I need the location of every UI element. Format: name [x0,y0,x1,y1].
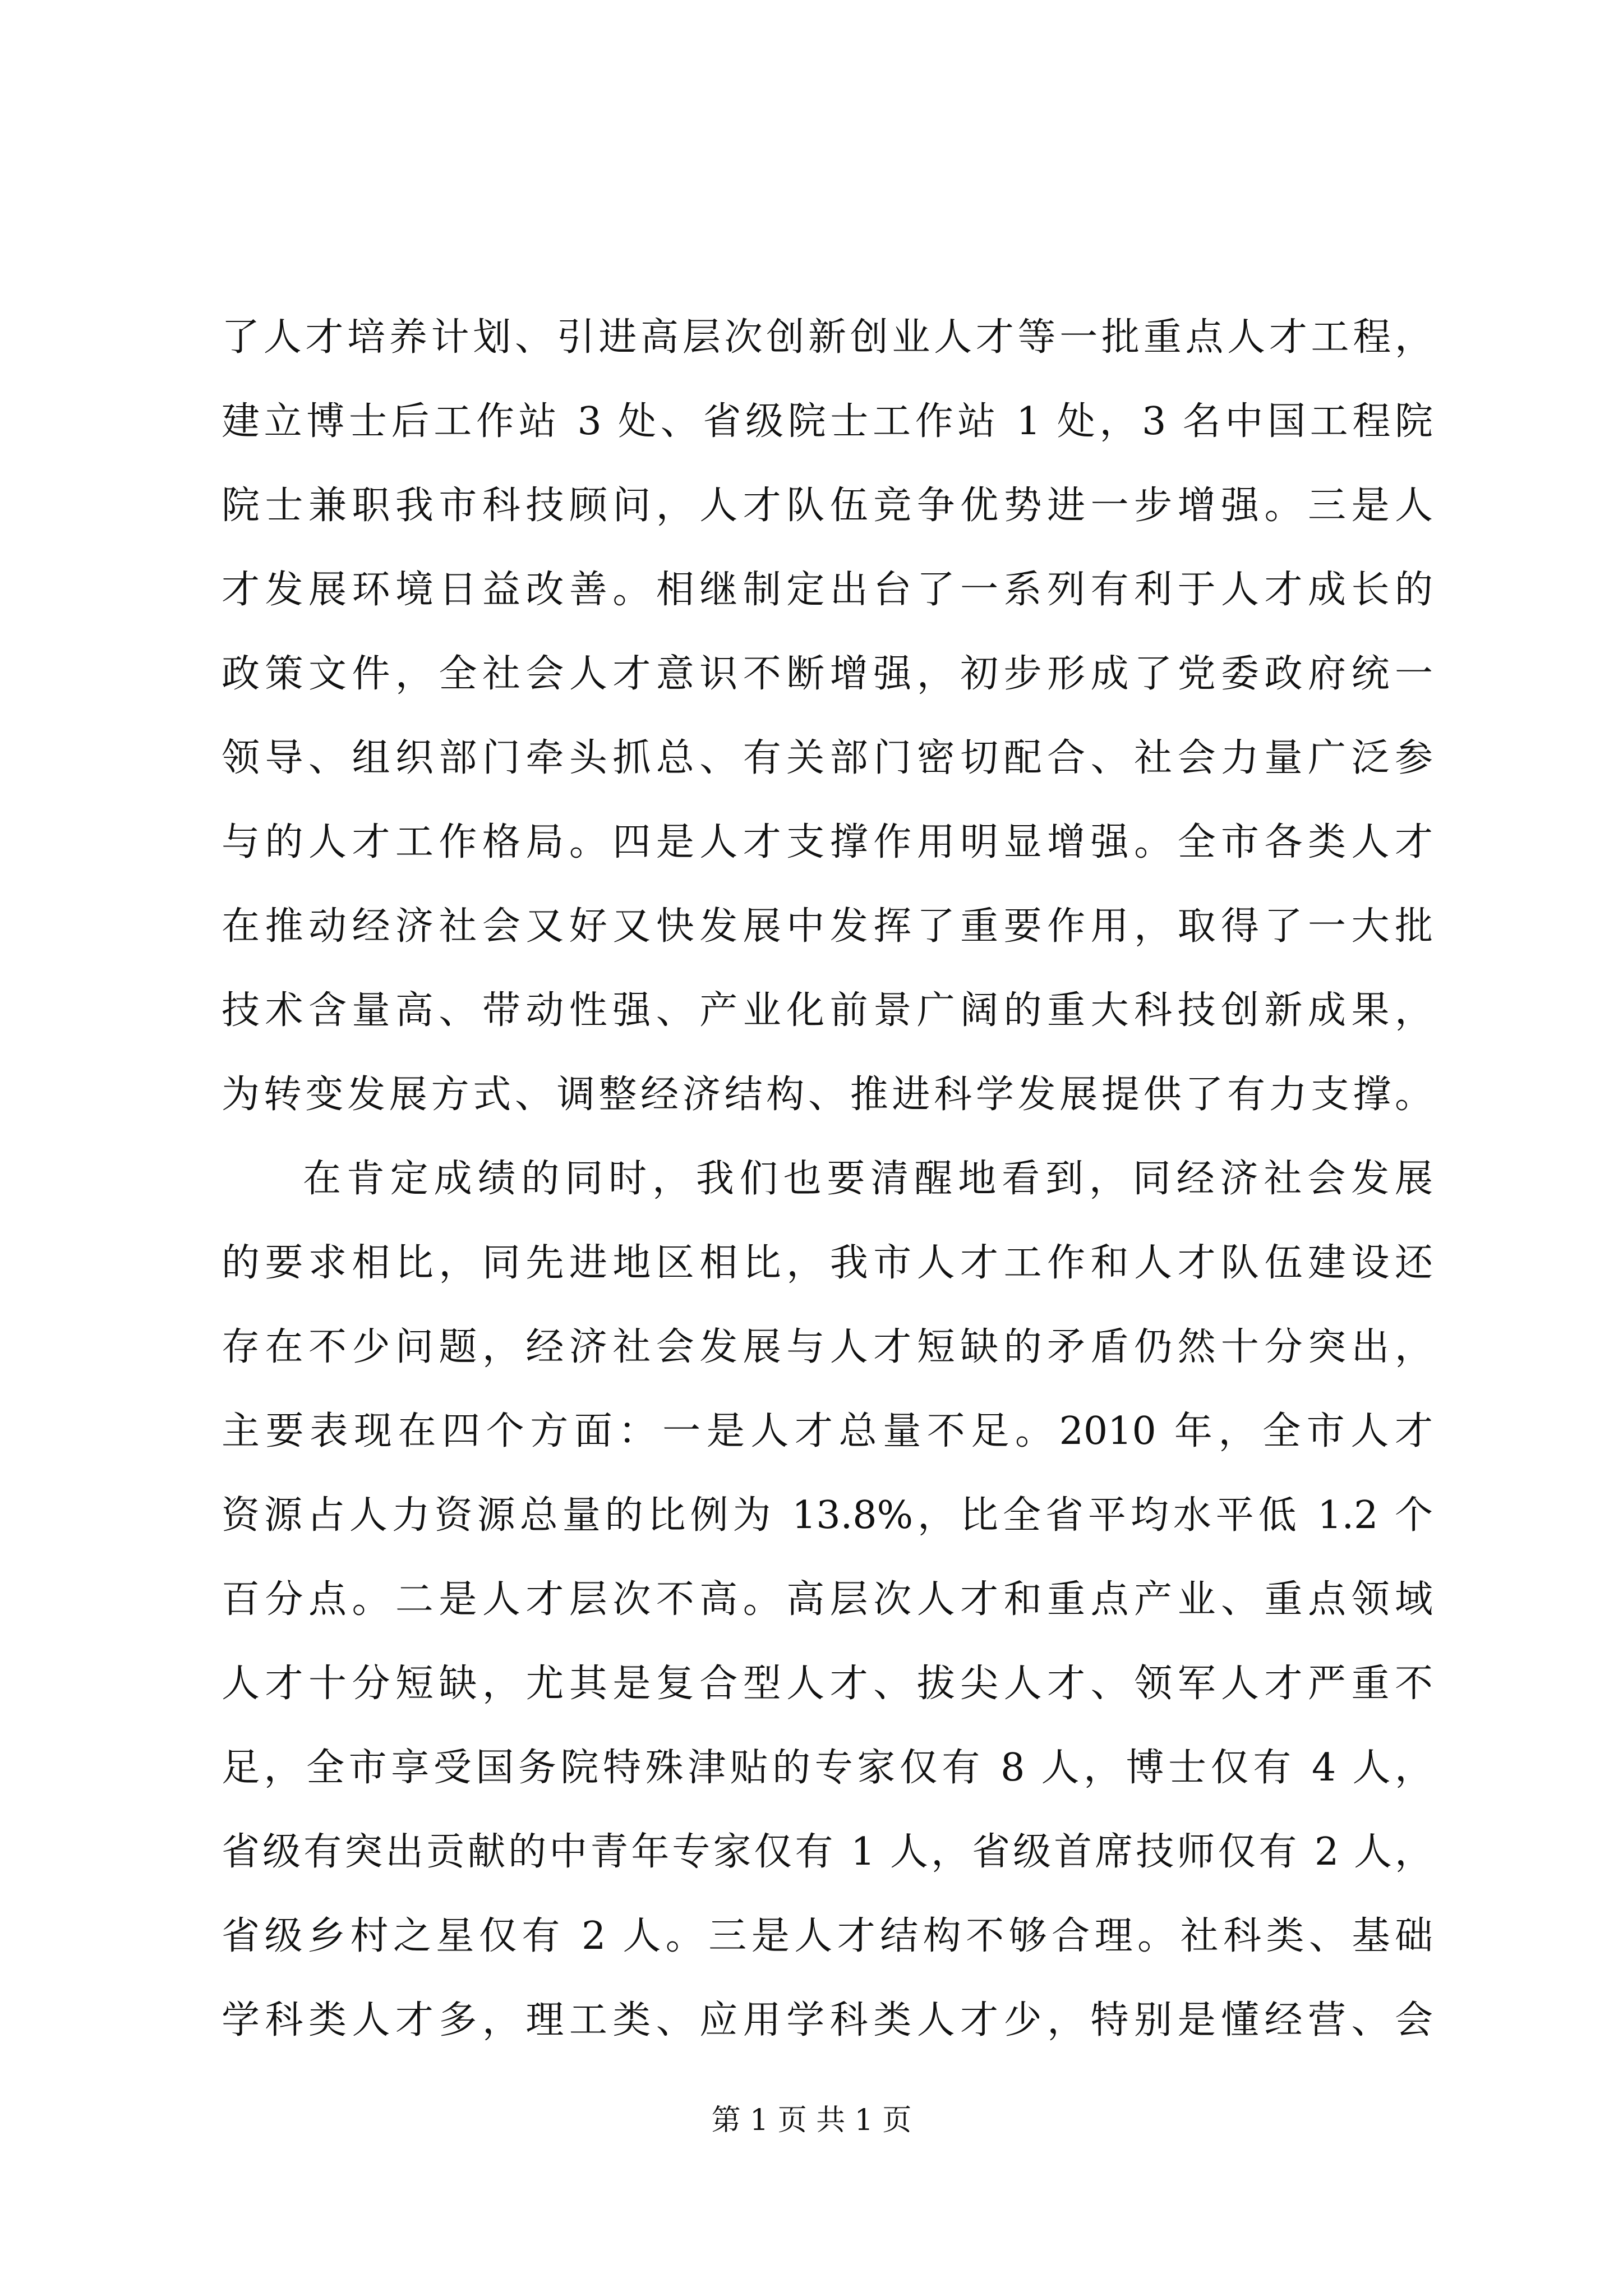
text-line: 了人才培养计划、引进高层次创新创业人才等一批重点人才工程， [222,315,1433,360]
text-line: 建立博士后工作站 3 处、省级院士工作站 1 处，3 名中国工程院 [222,399,1433,444]
text-line: 资源占人力资源总量的比例为 13.8%，比全省平均水平低 1.2 个 [222,1493,1433,1538]
text-line: 为转变发展方式、调整经济结构、推进科学发展提供了有力支撑。 [222,1073,1433,1117]
text-line: 与的人才工作格局。四是人才支撑作用明显增强。全市各类人才 [222,820,1433,864]
text-line: 才发展环境日益改善。相继制定出台了一系列有利于人才成长的 [222,568,1433,612]
text-line: 省级有突出贡献的中青年专家仅有 1 人，省级首席技师仅有 2 人， [222,1830,1433,1874]
text-line: 在推动经济社会又好又快发展中发挥了重要作用，取得了一大批 [222,904,1433,949]
text-line: 技术含量高、带动性强、产业化前景广阔的重大科技创新成果， [222,988,1433,1033]
text-line: 百分点。二是人才层次不高。高层次人才和重点产业、重点领域 [222,1577,1433,1622]
text-line: 省级乡村之星仅有 2 人。三是人才结构不够合理。社科类、基础 [222,1914,1433,1958]
text-line: 领导、组织部门牵头抓总、有关部门密切配合、社会力量广泛参 [222,736,1433,780]
text-line: 足，全市享受国务院特殊津贴的专家仅有 8 人，博士仅有 4 人， [222,1746,1433,1790]
text-line: 主要表现在四个方面：一是人才总量不足。2010 年，全市人才 [222,1409,1433,1453]
text-line: 存在不少问题，经济社会发展与人才短缺的矛盾仍然十分突出， [222,1325,1433,1369]
text-line: 学科类人才多，理工类、应用学科类人才少，特别是懂经营、会 [222,1998,1433,2042]
text-line: 在肯定成绩的同时，我们也要清醒地看到，同经济社会发展 [303,1157,1433,1201]
text-line: 政策文件，全社会人才意识不断增强，初步形成了党委政府统一 [222,652,1433,696]
text-line: 的要求相比，同先进地区相比，我市人才工作和人才队伍建设还 [222,1241,1433,1285]
text-line: 院士兼职我市科技顾问，人才队伍竞争优势进一步增强。三是人 [222,484,1433,528]
text-line: 人才十分短缺，尤其是复合型人才、拔尖人才、领军人才严重不 [222,1662,1433,1706]
page-footer: 第 1 页 共 1 页 [711,2104,912,2137]
